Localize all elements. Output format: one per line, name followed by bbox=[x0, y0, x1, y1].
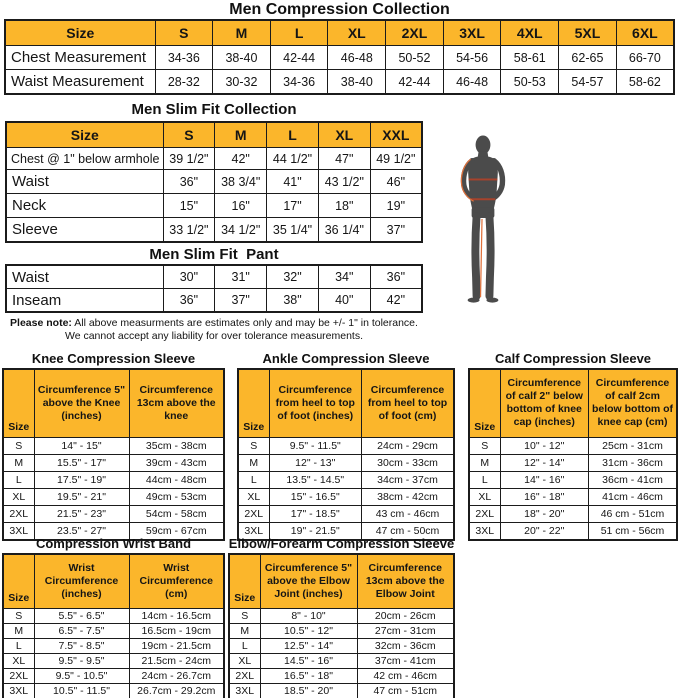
header-cell: Size bbox=[229, 554, 260, 608]
header-cell: M bbox=[213, 20, 271, 46]
table-row bbox=[238, 505, 454, 522]
knee-compression-section bbox=[2, 352, 225, 541]
header-cell: Circumference of calf 2" below bottom of knee cap (inches) bbox=[500, 369, 589, 437]
value-cell: 54cm - 58cm bbox=[129, 505, 224, 522]
table-title-ankle: Ankle Compression Sleeve bbox=[262, 351, 430, 366]
table-row bbox=[3, 653, 224, 668]
header-cell: XL bbox=[328, 20, 386, 46]
row-label-cell: S bbox=[469, 437, 500, 454]
value-cell: 8" - 10" bbox=[260, 608, 357, 623]
value-cell: 34 1/2" bbox=[215, 218, 267, 243]
value-cell: 62-65 bbox=[559, 46, 617, 70]
row-label-cell: M bbox=[3, 454, 34, 471]
row-label-cell: XL bbox=[3, 653, 34, 668]
table-row bbox=[469, 522, 677, 540]
table-row bbox=[3, 505, 224, 522]
value-cell: 18" bbox=[318, 194, 370, 218]
value-cell: 30-32 bbox=[213, 70, 271, 95]
value-cell: 5.5" - 6.5" bbox=[34, 608, 129, 623]
row-label-cell: 2XL bbox=[3, 668, 34, 683]
table-row bbox=[238, 454, 454, 471]
value-cell: 30" bbox=[163, 265, 215, 289]
row-label-cell: S bbox=[3, 437, 34, 454]
value-cell: 42-44 bbox=[386, 70, 444, 95]
header-cell: M bbox=[215, 122, 267, 148]
value-cell: 12" - 14" bbox=[500, 454, 589, 471]
value-cell: 66-70 bbox=[616, 46, 674, 70]
value-cell: 38-40 bbox=[213, 46, 271, 70]
header-row bbox=[6, 122, 422, 148]
man-silhouette-figure bbox=[452, 133, 514, 311]
table-row bbox=[6, 265, 422, 289]
row-label-cell: L bbox=[3, 471, 34, 488]
value-cell: 6.5" - 7.5" bbox=[34, 623, 129, 638]
row-label-cell: M bbox=[229, 623, 260, 638]
header-cell: Size bbox=[469, 369, 500, 437]
value-cell: 36cm - 41cm bbox=[589, 471, 678, 488]
figure-right-leg bbox=[489, 216, 490, 296]
header-cell: XL bbox=[318, 122, 370, 148]
value-cell: 16" bbox=[215, 194, 267, 218]
header-cell: Circumference 13cm above the knee bbox=[129, 369, 224, 437]
table-title-wrist: Compression Wrist Band bbox=[35, 536, 192, 551]
table-row bbox=[238, 471, 454, 488]
row-label-cell: S bbox=[3, 608, 34, 623]
row-label-cell: S bbox=[229, 608, 260, 623]
value-cell: 42" bbox=[215, 148, 267, 170]
header-cell: Circumference of calf 2cm below bottom of knee cap (cm) bbox=[589, 369, 678, 437]
value-cell: 18.5" - 20" bbox=[260, 683, 357, 698]
header-cell: Wrist Circumference (inches) bbox=[34, 554, 129, 608]
value-cell: 10.5" - 12" bbox=[260, 623, 357, 638]
value-cell: 20cm - 26cm bbox=[357, 608, 454, 623]
value-cell: 14" - 16" bbox=[500, 471, 589, 488]
table-row bbox=[469, 454, 677, 471]
figure-left-foot bbox=[468, 298, 480, 303]
value-cell: 34-36 bbox=[270, 70, 328, 95]
table-title-slim-fit: Men Slim Fit Collection bbox=[131, 101, 297, 118]
ankle-compression-section bbox=[237, 352, 455, 541]
value-cell: 46-48 bbox=[443, 70, 501, 95]
value-cell: 14cm - 16.5cm bbox=[129, 608, 224, 623]
value-cell: 42 cm - 46cm bbox=[357, 668, 454, 683]
value-cell: 27cm - 31cm bbox=[357, 623, 454, 638]
value-cell: 16.5cm - 19cm bbox=[129, 623, 224, 638]
inseam-measure-line bbox=[481, 219, 482, 297]
table-row bbox=[469, 488, 677, 505]
value-cell: 31cm - 36cm bbox=[589, 454, 678, 471]
value-cell: 37cm - 41cm bbox=[357, 653, 454, 668]
table-row bbox=[3, 623, 224, 638]
header-cell: Circumference from heel to top of foot (cm) bbox=[362, 369, 455, 437]
header-cell: Circumference 5" above the Elbow Joint (inches) bbox=[260, 554, 357, 608]
wrist-table bbox=[2, 553, 225, 698]
value-cell: 14" - 15" bbox=[34, 437, 129, 454]
figure-right-foot bbox=[486, 298, 498, 303]
value-cell: 26.7cm - 29.2cm bbox=[129, 683, 224, 698]
value-cell: 58-61 bbox=[501, 46, 559, 70]
row-label-cell: Inseam bbox=[6, 289, 163, 313]
header-row bbox=[3, 369, 224, 437]
row-label-cell: 2XL bbox=[469, 505, 500, 522]
table-row bbox=[6, 170, 422, 194]
value-cell: 49cm - 53cm bbox=[129, 488, 224, 505]
table-row bbox=[5, 46, 674, 70]
value-cell: 37" bbox=[370, 218, 422, 243]
table-row bbox=[6, 289, 422, 313]
header-row bbox=[3, 554, 224, 608]
header-row bbox=[469, 369, 677, 437]
calf-compression-section bbox=[468, 352, 678, 541]
header-row bbox=[5, 20, 674, 46]
header-cell: Size bbox=[5, 20, 155, 46]
row-label-cell: 3XL bbox=[3, 683, 34, 698]
row-label-cell: L bbox=[3, 638, 34, 653]
value-cell: 46 cm - 51cm bbox=[589, 505, 678, 522]
men-slim-fit-pant-table bbox=[5, 264, 423, 313]
note-line-2: We cannot accept any liability for over tolerance measurements. bbox=[64, 330, 364, 342]
value-cell: 41" bbox=[267, 170, 319, 194]
table-row bbox=[3, 638, 224, 653]
man-silhouette-svg bbox=[452, 133, 514, 311]
header-cell: Circumference 5" above the Knee (inches) bbox=[34, 369, 129, 437]
row-label-cell: XL bbox=[229, 653, 260, 668]
header-cell: 5XL bbox=[559, 20, 617, 46]
value-cell: 28-32 bbox=[155, 70, 213, 95]
value-cell: 16.5" - 18" bbox=[260, 668, 357, 683]
value-cell: 17" - 18.5" bbox=[269, 505, 362, 522]
figure-head bbox=[476, 135, 491, 154]
elbow-forearm-section bbox=[228, 537, 455, 698]
elbow-table bbox=[228, 553, 455, 698]
value-cell: 58-62 bbox=[616, 70, 674, 95]
table-row bbox=[469, 437, 677, 454]
value-cell: 30cm - 33cm bbox=[362, 454, 455, 471]
note-text-1: All above measurments are estimates only and may be +/- 1" in tolerance. bbox=[71, 317, 418, 329]
table-row bbox=[229, 623, 454, 638]
value-cell: 32" bbox=[267, 265, 319, 289]
row-label-cell: Waist Measurement bbox=[5, 70, 155, 95]
value-cell: 21.5cm - 24cm bbox=[129, 653, 224, 668]
value-cell: 13.5" - 14.5" bbox=[269, 471, 362, 488]
header-cell: Size bbox=[6, 122, 163, 148]
header-cell: Size bbox=[3, 369, 34, 437]
value-cell: 50-52 bbox=[386, 46, 444, 70]
header-cell: Circumference 13cm above the Elbow Joint bbox=[357, 554, 454, 608]
header-cell: 6XL bbox=[616, 20, 674, 46]
row-label-cell: 3XL bbox=[229, 683, 260, 698]
figure-torso bbox=[468, 156, 498, 212]
value-cell: 40" bbox=[318, 289, 370, 313]
value-cell: 21.5" - 23" bbox=[34, 505, 129, 522]
knee-table bbox=[2, 368, 225, 541]
value-cell: 51 cm - 56cm bbox=[589, 522, 678, 540]
table-row bbox=[469, 505, 677, 522]
value-cell: 41cm - 46cm bbox=[589, 488, 678, 505]
value-cell: 32cm - 36cm bbox=[357, 638, 454, 653]
table-row bbox=[229, 638, 454, 653]
value-cell: 49 1/2" bbox=[370, 148, 422, 170]
row-label-cell: 3XL bbox=[469, 522, 500, 540]
ankle-table bbox=[237, 368, 455, 541]
header-cell: 3XL bbox=[443, 20, 501, 46]
row-label-cell: Sleeve bbox=[6, 218, 163, 243]
row-label-cell: M bbox=[469, 454, 500, 471]
value-cell: 47" bbox=[318, 148, 370, 170]
table-row bbox=[238, 437, 454, 454]
table-row bbox=[229, 608, 454, 623]
value-cell: 7.5" - 8.5" bbox=[34, 638, 129, 653]
value-cell: 54-56 bbox=[443, 46, 501, 70]
value-cell: 50-53 bbox=[501, 70, 559, 95]
figure-left-leg bbox=[475, 216, 476, 296]
header-cell: L bbox=[270, 20, 328, 46]
header-cell: 2XL bbox=[386, 20, 444, 46]
value-cell: 46-48 bbox=[328, 46, 386, 70]
tolerance-note bbox=[0, 317, 428, 343]
value-cell: 19" bbox=[370, 194, 422, 218]
value-cell: 18" - 20" bbox=[500, 505, 589, 522]
value-cell: 14.5" - 16" bbox=[260, 653, 357, 668]
table-title-slim-pant: Men Slim Fit Pant bbox=[149, 246, 279, 263]
table-row bbox=[229, 653, 454, 668]
value-cell: 36" bbox=[163, 289, 215, 313]
row-label-cell: Neck bbox=[6, 194, 163, 218]
value-cell: 47 cm - 50cm bbox=[362, 522, 455, 540]
value-cell: 43 cm - 46cm bbox=[362, 505, 455, 522]
value-cell: 31" bbox=[215, 265, 267, 289]
header-cell: L bbox=[267, 122, 319, 148]
row-label-cell: L bbox=[229, 638, 260, 653]
value-cell: 38cm - 42cm bbox=[362, 488, 455, 505]
value-cell: 38 3/4" bbox=[215, 170, 267, 194]
table-row bbox=[3, 668, 224, 683]
value-cell: 35cm - 38cm bbox=[129, 437, 224, 454]
men-slim-fit-table bbox=[5, 121, 423, 243]
table-row bbox=[3, 488, 224, 505]
header-row bbox=[238, 369, 454, 437]
header-cell: 4XL bbox=[501, 20, 559, 46]
table-row bbox=[3, 683, 224, 698]
value-cell: 35 1/4" bbox=[267, 218, 319, 243]
value-cell: 19.5" - 21" bbox=[34, 488, 129, 505]
header-cell: S bbox=[163, 122, 215, 148]
value-cell: 15" - 16.5" bbox=[269, 488, 362, 505]
value-cell: 10.5" - 11.5" bbox=[34, 683, 129, 698]
value-cell: 37" bbox=[215, 289, 267, 313]
header-cell: Wrist Circumference (cm) bbox=[129, 554, 224, 608]
value-cell: 38-40 bbox=[328, 70, 386, 95]
table-row bbox=[229, 668, 454, 683]
value-cell: 38" bbox=[267, 289, 319, 313]
value-cell: 59cm - 67cm bbox=[129, 522, 224, 540]
value-cell: 19" - 21.5" bbox=[269, 522, 362, 540]
row-label-cell: 3XL bbox=[3, 522, 34, 540]
value-cell: 39 1/2" bbox=[163, 148, 215, 170]
men-compression-table bbox=[4, 19, 675, 95]
header-cell: Circumference from heel to top of foot (inches) bbox=[269, 369, 362, 437]
value-cell: 34-36 bbox=[155, 46, 213, 70]
value-cell: 12" - 13" bbox=[269, 454, 362, 471]
value-cell: 36" bbox=[163, 170, 215, 194]
value-cell: 34" bbox=[318, 265, 370, 289]
value-cell: 12.5" - 14" bbox=[260, 638, 357, 653]
header-cell: Size bbox=[238, 369, 269, 437]
value-cell: 24cm - 29cm bbox=[362, 437, 455, 454]
table-row bbox=[469, 471, 677, 488]
table-title-knee: Knee Compression Sleeve bbox=[31, 351, 196, 366]
value-cell: 36 1/4" bbox=[318, 218, 370, 243]
value-cell: 9.5" - 9.5" bbox=[34, 653, 129, 668]
row-label-cell: S bbox=[238, 437, 269, 454]
table-row bbox=[6, 194, 422, 218]
value-cell: 10" - 12" bbox=[500, 437, 589, 454]
value-cell: 44cm - 48cm bbox=[129, 471, 224, 488]
table-row bbox=[3, 454, 224, 471]
value-cell: 20" - 22" bbox=[500, 522, 589, 540]
value-cell: 54-57 bbox=[559, 70, 617, 95]
row-label-cell: 3XL bbox=[238, 522, 269, 540]
value-cell: 42-44 bbox=[270, 46, 328, 70]
note-line-1 bbox=[0, 317, 428, 330]
row-label-cell: XL bbox=[469, 488, 500, 505]
table-title-calf: Calf Compression Sleeve bbox=[494, 351, 652, 366]
row-label-cell: L bbox=[238, 471, 269, 488]
header-cell: XXL bbox=[370, 122, 422, 148]
row-label-cell: XL bbox=[238, 488, 269, 505]
value-cell: 46" bbox=[370, 170, 422, 194]
value-cell: 23.5" - 27" bbox=[34, 522, 129, 540]
value-cell: 25cm - 31cm bbox=[589, 437, 678, 454]
header-cell: Size bbox=[3, 554, 34, 608]
row-label-cell: M bbox=[3, 623, 34, 638]
note-label: Please note: bbox=[10, 317, 72, 329]
value-cell: 43 1/2" bbox=[318, 170, 370, 194]
table-row bbox=[229, 683, 454, 698]
row-label-cell: Chest @ 1" below armhole bbox=[6, 148, 163, 170]
table-row bbox=[6, 148, 422, 170]
table-row bbox=[6, 218, 422, 243]
value-cell: 16" - 18" bbox=[500, 488, 589, 505]
table-row bbox=[3, 437, 224, 454]
value-cell: 36" bbox=[370, 265, 422, 289]
header-row bbox=[229, 554, 454, 608]
value-cell: 15.5" - 17" bbox=[34, 454, 129, 471]
value-cell: 24cm - 26.7cm bbox=[129, 668, 224, 683]
value-cell: 42" bbox=[370, 289, 422, 313]
table-title-elbow: Elbow/Forearm Compression Sleeve bbox=[228, 536, 455, 551]
row-label-cell: L bbox=[469, 471, 500, 488]
value-cell: 9.5" - 11.5" bbox=[269, 437, 362, 454]
table-row bbox=[5, 70, 674, 95]
row-label-cell: 2XL bbox=[3, 505, 34, 522]
value-cell: 9.5" - 10.5" bbox=[34, 668, 129, 683]
value-cell: 15" bbox=[163, 194, 215, 218]
header-cell: S bbox=[155, 20, 213, 46]
row-label-cell: XL bbox=[3, 488, 34, 505]
value-cell: 17.5" - 19" bbox=[34, 471, 129, 488]
row-label-cell: Chest Measurement bbox=[5, 46, 155, 70]
chest-measure-line bbox=[469, 178, 498, 180]
wrist-band-section bbox=[2, 537, 225, 698]
value-cell: 33 1/2" bbox=[163, 218, 215, 243]
row-label-cell: Waist bbox=[6, 265, 163, 289]
value-cell: 39cm - 43cm bbox=[129, 454, 224, 471]
value-cell: 34cm - 37cm bbox=[362, 471, 455, 488]
value-cell: 44 1/2" bbox=[267, 148, 319, 170]
table-row bbox=[3, 608, 224, 623]
row-label-cell: Waist bbox=[6, 170, 163, 194]
row-label-cell: 2XL bbox=[229, 668, 260, 683]
table-title-men-compression: Men Compression Collection bbox=[229, 1, 450, 18]
waist-measure-line bbox=[471, 198, 496, 200]
value-cell: 17" bbox=[267, 194, 319, 218]
value-cell: 19cm - 21.5cm bbox=[129, 638, 224, 653]
calf-table bbox=[468, 368, 678, 541]
row-label-cell: M bbox=[238, 454, 269, 471]
row-label-cell: 2XL bbox=[238, 505, 269, 522]
value-cell: 47 cm - 51cm bbox=[357, 683, 454, 698]
table-row bbox=[238, 488, 454, 505]
table-row bbox=[3, 471, 224, 488]
